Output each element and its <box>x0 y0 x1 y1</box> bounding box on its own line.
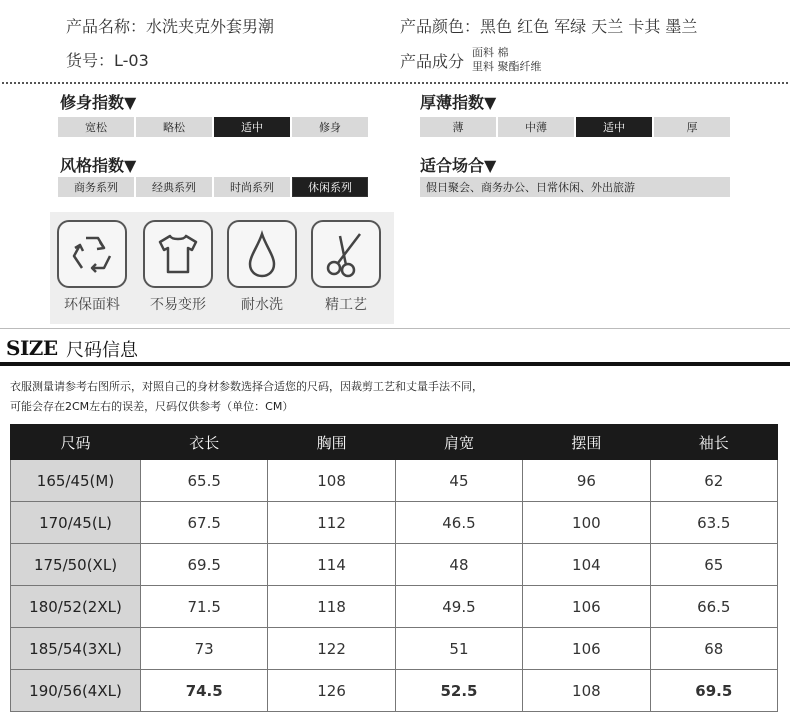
table-cell: 112 <box>268 502 395 544</box>
size-table <box>10 424 778 712</box>
size-table-header <box>11 425 778 460</box>
scissors-icon <box>311 220 381 288</box>
table-cell: 66.5 <box>650 586 777 628</box>
size-cell: 175/50(XL) <box>11 544 141 586</box>
feature-caption: 环保面料 <box>64 297 120 313</box>
thickness-option: 中薄 <box>498 117 574 137</box>
water-drop-icon <box>227 220 297 288</box>
style-option: 时尚系列 <box>214 177 290 197</box>
table-cell: 51 <box>395 628 522 670</box>
size-cell: 170/45(L) <box>11 502 141 544</box>
size-title-underline <box>0 362 790 366</box>
table-row <box>11 460 778 502</box>
table-cell: 74.5 <box>141 670 268 712</box>
table-cell: 49.5 <box>395 586 522 628</box>
thickness-option: 厚 <box>654 117 730 137</box>
table-cell: 122 <box>268 628 395 670</box>
occasion-text: 假日聚会、商务办公、日常休闲、外出旅游 <box>420 177 730 197</box>
table-cell: 63.5 <box>650 502 777 544</box>
size-subtitle: 尺码信息 <box>66 340 138 361</box>
table-cell: 104 <box>523 544 650 586</box>
size-title: SIZE <box>6 336 58 360</box>
header-cell: 摆围 <box>523 425 650 460</box>
table-cell: 126 <box>268 670 395 712</box>
table-cell: 108 <box>268 460 395 502</box>
header-cell: 袖长 <box>650 425 777 460</box>
table-cell: 118 <box>268 586 395 628</box>
table-cell: 106 <box>523 628 650 670</box>
composition-lining: 里料 聚酯纤维 <box>472 60 542 73</box>
product-sku: 货号：L-03 <box>66 51 149 70</box>
product-name: 产品名称：水洗夹克外套男潮 <box>66 17 275 36</box>
thickness-option-selected: 适中 <box>576 117 652 137</box>
table-cell: 65 <box>650 544 777 586</box>
table-cell: 62 <box>650 460 777 502</box>
fit-option: 略松 <box>136 117 212 137</box>
composition-outer: 面料 棉 <box>472 46 509 59</box>
table-cell: 67.5 <box>141 502 268 544</box>
table-cell: 69.5 <box>141 544 268 586</box>
feature-caption: 不易变形 <box>150 297 206 313</box>
section-divider <box>0 328 790 329</box>
product-composition <box>400 46 542 74</box>
table-cell: 114 <box>268 544 395 586</box>
recycle-icon <box>57 220 127 288</box>
style-option: 经典系列 <box>136 177 212 197</box>
table-cell: 108 <box>523 670 650 712</box>
header-cell: 肩宽 <box>395 425 522 460</box>
thickness-index-title: 厚薄指数▼ <box>420 93 497 112</box>
table-cell: 71.5 <box>141 586 268 628</box>
feature-eco <box>56 220 128 314</box>
thickness-option: 薄 <box>420 117 496 137</box>
fit-option: 宽松 <box>58 117 134 137</box>
table-cell: 96 <box>523 460 650 502</box>
header-cell: 衣长 <box>141 425 268 460</box>
style-index-title: 风格指数▼ <box>60 156 137 175</box>
feature-washable <box>226 220 298 314</box>
style-option-selected: 休闲系列 <box>292 177 368 197</box>
feature-panel <box>50 212 394 324</box>
fit-index-bar <box>58 117 368 137</box>
table-cell: 73 <box>141 628 268 670</box>
feature-shape <box>142 220 214 314</box>
header-cell: 胸围 <box>268 425 395 460</box>
occasion-title: 适合场合▼ <box>420 156 497 175</box>
fit-option-selected: 适中 <box>214 117 290 137</box>
table-cell: 100 <box>523 502 650 544</box>
table-row <box>11 628 778 670</box>
feature-craft <box>310 220 382 314</box>
tshirt-icon <box>143 220 213 288</box>
table-cell: 68 <box>650 628 777 670</box>
table-row <box>11 502 778 544</box>
table-cell: 69.5 <box>650 670 777 712</box>
table-cell: 46.5 <box>395 502 522 544</box>
table-cell: 106 <box>523 586 650 628</box>
table-cell: 48 <box>395 544 522 586</box>
fit-index-title: 修身指数▼ <box>60 93 137 112</box>
table-row <box>11 670 778 712</box>
size-cell: 190/56(4XL) <box>11 670 141 712</box>
table-cell: 65.5 <box>141 460 268 502</box>
table-row <box>11 586 778 628</box>
size-cell: 180/52(2XL) <box>11 586 141 628</box>
table-cell: 52.5 <box>395 670 522 712</box>
size-cell: 165/45(M) <box>11 460 141 502</box>
product-info-box <box>2 2 788 84</box>
product-colors: 产品颜色：黑色 红色 军绿 天兰 卡其 墨兰 <box>400 17 698 36</box>
size-note-line1: 衣服测量请参考右图所示，对照自己的身材参数选择合适您的尺码，因裁剪工艺和丈量手法不同， <box>10 380 483 393</box>
style-index-bar <box>58 177 368 197</box>
feature-caption: 精工艺 <box>325 297 367 313</box>
fit-option: 修身 <box>292 117 368 137</box>
feature-caption: 耐水洗 <box>241 297 283 313</box>
style-option: 商务系列 <box>58 177 134 197</box>
composition-label: 产品成分 <box>400 51 465 71</box>
size-cell: 185/54(3XL) <box>11 628 141 670</box>
table-row <box>11 544 778 586</box>
table-cell: 45 <box>395 460 522 502</box>
header-cell: 尺码 <box>11 425 141 460</box>
thickness-index-bar <box>420 117 730 137</box>
size-note-line2: 可能会存在2CM左右的误差，尺码仅供参考（单位：CM） <box>10 400 294 413</box>
